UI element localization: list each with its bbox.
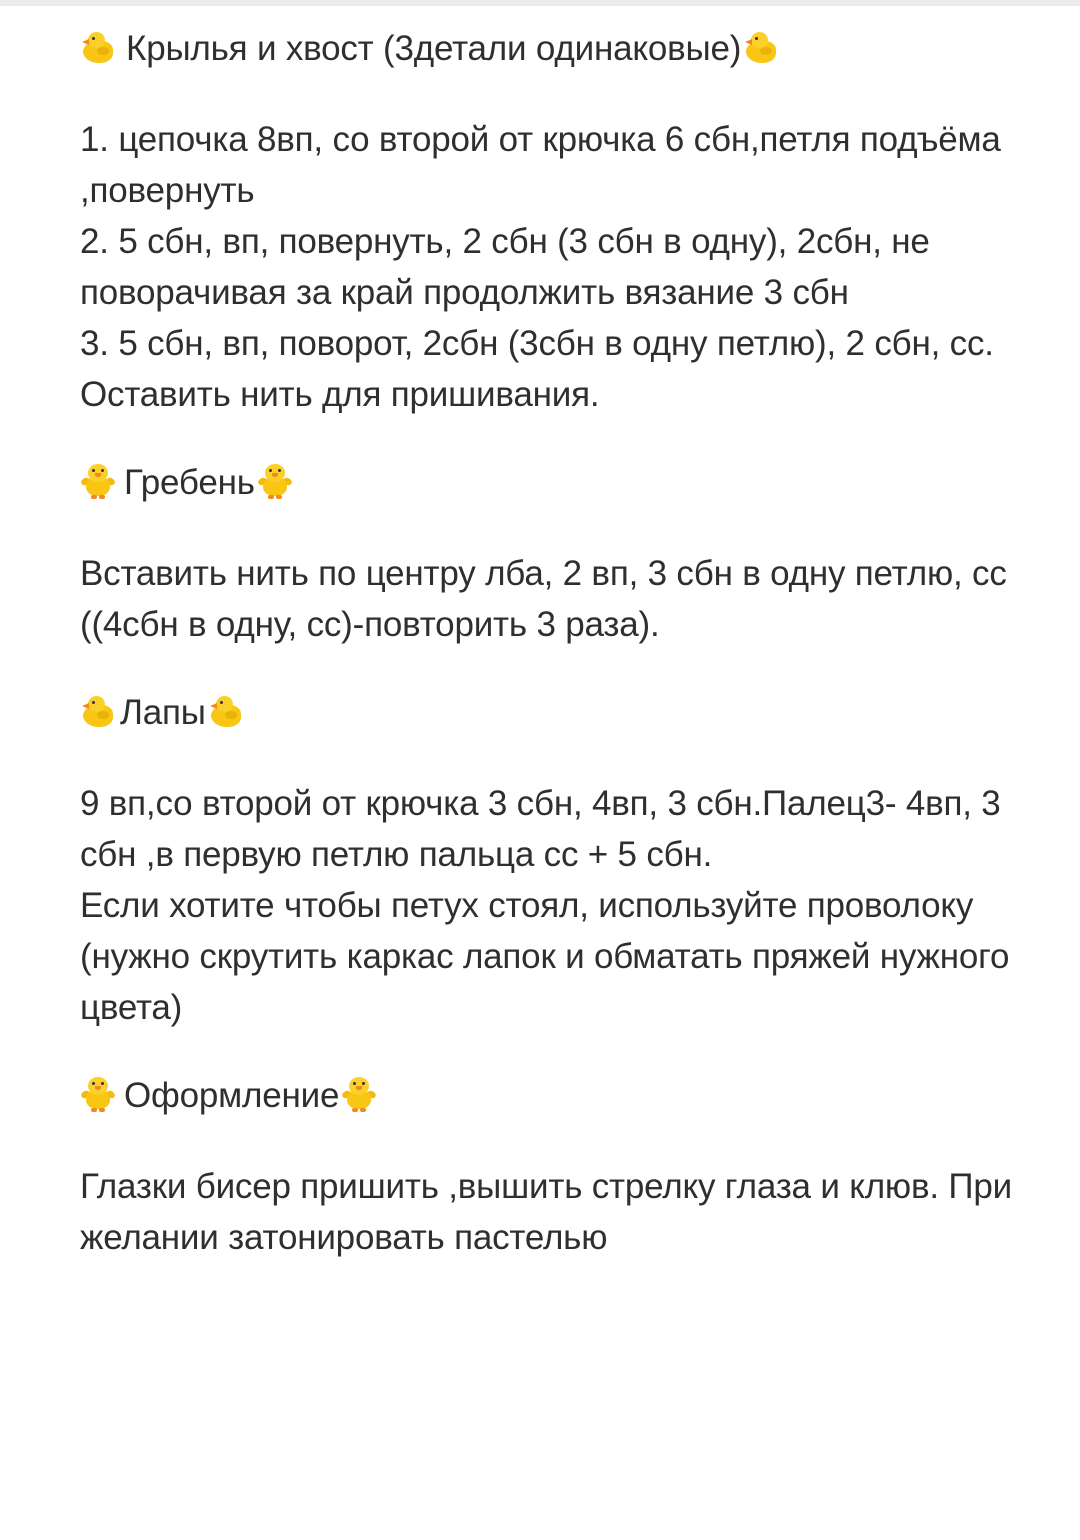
chick-front-icon <box>80 462 116 502</box>
step-paragraph: 3. 5 сбн, вп, поворот, 2сбн (3сбн в одну петлю), 2 сбн, сс. Оставить нить для пришивания. <box>80 324 994 414</box>
section-title: Оформление <box>124 1075 340 1115</box>
step-paragraph: 1. цепочка 8вп, со второй от крючка 6 сбн,петля подъёма ,повернуть <box>80 120 1001 210</box>
chick-side-icon <box>80 693 118 731</box>
section-heading-wings-tail <box>80 18 1040 78</box>
step-paragraph: 2. 5 сбн, вп, повернуть, 2 сбн (3 сбн в одну), 2сбн, не поворачивая за край продолжить вязание 3 сбн <box>80 222 930 312</box>
section-heading-finishing <box>80 1065 1040 1125</box>
chick-side-icon <box>208 693 246 731</box>
step-paragraph: Если хотите чтобы петух стоял, используйте проволоку (нужно скрутить каркас лапок и обматать пряжей нужного цвета) <box>80 886 1010 1027</box>
section-heading-comb <box>80 452 1040 512</box>
recipe-text <box>80 18 1040 1263</box>
section-title: Крылья и хвост (3детали одинаковые) <box>126 28 742 68</box>
section-title: Лапы <box>120 692 206 732</box>
section-heading-legs <box>80 682 1040 742</box>
section-title: Гребень <box>124 462 255 502</box>
chick-front-icon <box>257 462 293 502</box>
step-paragraph: Глазки бисер пришить ,вышить стрелку глаза и клюв. При желании затонировать пастелью <box>80 1167 1012 1257</box>
chick-front-icon <box>341 1075 377 1115</box>
chick-front-icon <box>80 1075 116 1115</box>
step-paragraph: 9 вп,со второй от крючка 3 сбн, 4вп, 3 сбн.Палец3- 4вп, 3 сбн ,в первую петлю пальца сс + 5 сбн. <box>80 784 1001 874</box>
chick-side-icon <box>743 29 781 67</box>
chick-side-icon <box>80 29 118 67</box>
step-paragraph: Вставить нить по центру лба, 2 вп, 3 сбн в одну петлю, сс ((4сбн в одну, сс)-повторить 3 раза). <box>80 554 1007 644</box>
top-strip <box>0 0 1080 6</box>
